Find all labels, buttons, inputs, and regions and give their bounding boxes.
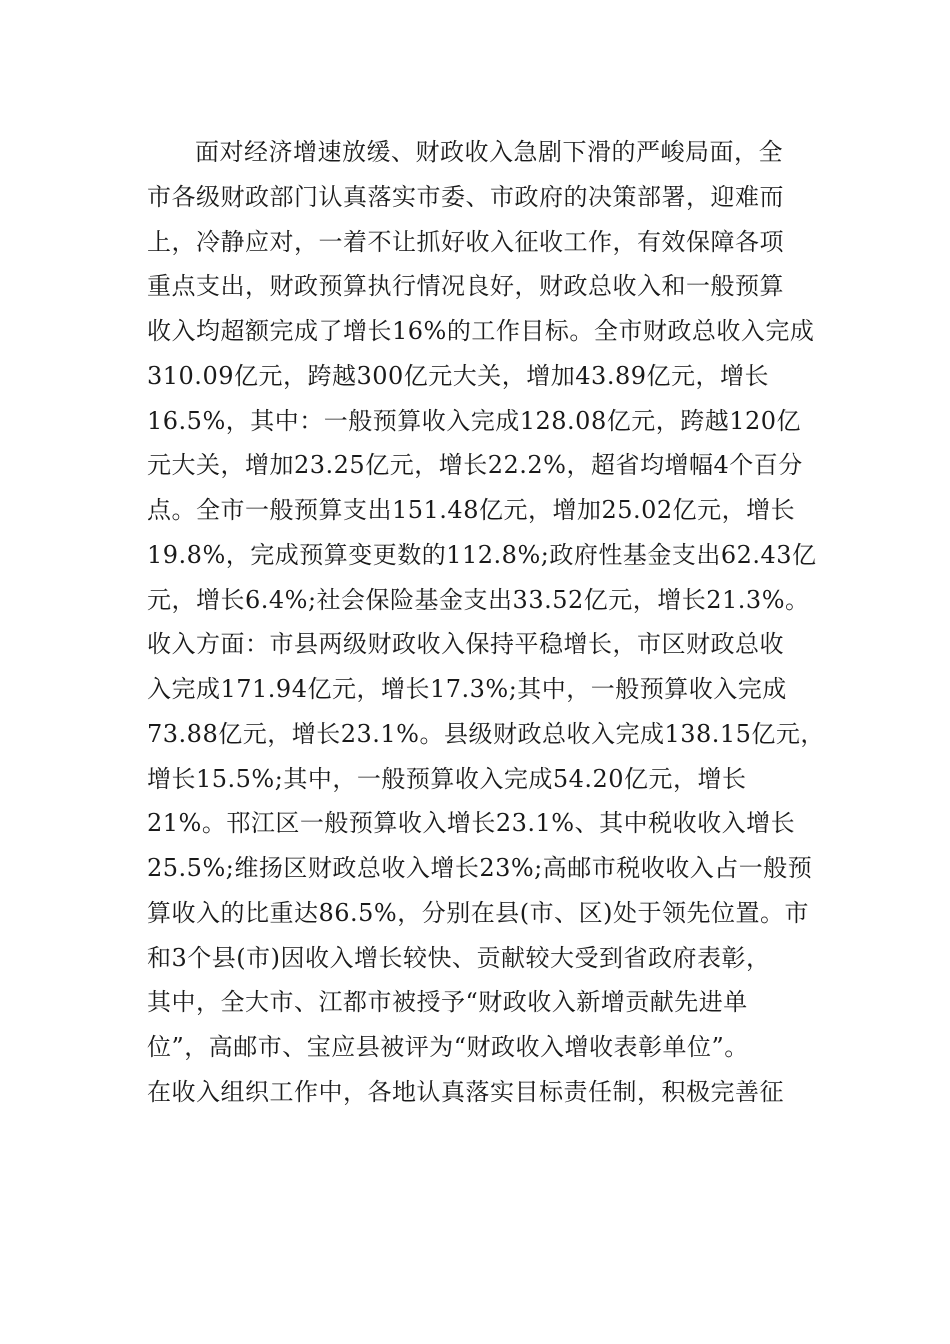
text-line: 310.09亿元，跨越300亿元大关，增加43.89亿元，增长 xyxy=(147,361,769,390)
body-paragraph xyxy=(147,130,825,1115)
text-line: 25.5%;维扬区财政总收入增长23%;高邮市税收收入占一般预 xyxy=(147,854,813,882)
text-line: 元大关，增加23.25亿元，增长22.2%，超省均增幅4个百分 xyxy=(147,451,803,480)
text-line: 和3个县(市)因收入增长较快、贡献较大受到省政府表彰， xyxy=(147,943,771,972)
text-line: 其中，全大市、江都市被授予“财政收入新增贡献先进单 xyxy=(147,988,748,1017)
text-line: 上，冷静应对，一着不让抓好收入征收工作，有效保障各项 xyxy=(147,227,784,256)
text-line: 在收入组织工作中，各地认真落实目标责任制，积极完善征 xyxy=(147,1077,784,1106)
text-line: 73.88亿元，增长23.1%。县级财政总收入完成138.15亿元， xyxy=(147,719,825,748)
text-line: 位”，高邮市、宝应县被评为“财政收入增收表彰单位”。 xyxy=(147,1033,749,1061)
text-line: 点。全市一般预算支出151.48亿元，增加25.02亿元，增长 xyxy=(147,496,796,524)
text-line: 收入方面：市县两级财政收入保持平稳增长，市区财政总收 xyxy=(147,630,784,659)
text-line: 收入均超额完成了增长16%的工作目标。全市财政总收入完成 xyxy=(147,317,815,345)
text-line: 元，增长6.4%;社会保险基金支出33.52亿元，增长21.3%。 xyxy=(147,585,810,614)
text-line: 算收入的比重达86.5%，分别在县(市、区)处于领先位置。市 xyxy=(147,898,809,927)
text-line: 21%。邗江区一般预算收入增长23.1%、其中税收收入增长 xyxy=(147,809,796,838)
text-line: 重点支出，财政预算执行情况良好，财政总收入和一般预算 xyxy=(147,272,784,301)
text-line: 入完成171.94亿元，增长17.3%;其中，一般预算收入完成 xyxy=(147,675,787,703)
text-line: 面对经济增速放缓、财政收入急剧下滑的严峻局面，全 xyxy=(195,138,783,166)
text-line: 19.8%，完成预算变更数的112.8%;政府性基金支出62.43亿 xyxy=(147,540,817,569)
text-line: 市各级财政部门认真落实市委、市政府的决策部署，迎难而 xyxy=(147,182,784,211)
text-line: 增长15.5%;其中，一般预算收入完成54.20亿元，增长 xyxy=(147,764,747,793)
text-line: 16.5%，其中：一般预算收入完成128.08亿元，跨越120亿 xyxy=(147,406,802,435)
